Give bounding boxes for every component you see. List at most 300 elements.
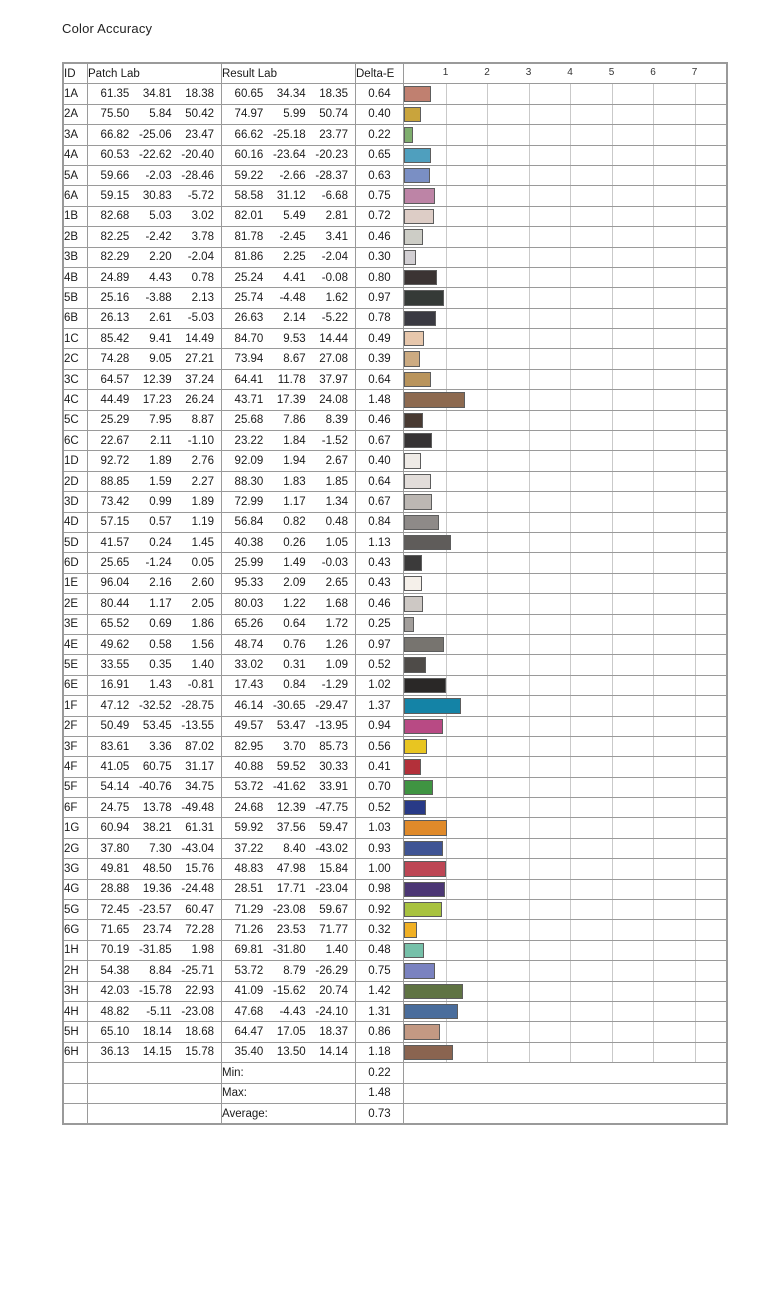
result-lab-value: 1.49 — [283, 557, 306, 570]
gridline — [695, 696, 696, 715]
result-lab-value: 2.67 — [325, 455, 348, 468]
result-lab-value: 7.86 — [283, 414, 306, 427]
patch-lab-value: 64.57 — [100, 373, 130, 386]
row-id: 1D — [64, 451, 88, 471]
result-lab-value: 46.14 — [234, 699, 264, 712]
chart-gridlines — [404, 655, 726, 674]
chart-gridlines — [404, 941, 726, 960]
patch-lab — [88, 716, 222, 736]
result-lab-value: 92.09 — [234, 455, 264, 468]
delta-e-bar-cell — [404, 879, 727, 899]
delta-e-value: 0.64 — [356, 471, 404, 491]
delta-e-value: 0.56 — [356, 736, 404, 756]
delta-e-value: 0.75 — [356, 961, 404, 981]
gridline — [653, 553, 654, 572]
patch-lab — [88, 757, 222, 777]
gridline — [653, 1002, 654, 1021]
patch-lab-value: 9.05 — [149, 353, 172, 366]
delta-e-bar-cell — [404, 227, 727, 247]
chart-gridlines — [404, 533, 726, 552]
patch-lab-value: 27.21 — [185, 353, 214, 366]
delta-e-bar-cell — [404, 104, 727, 124]
result-lab-value: 9.53 — [283, 332, 306, 345]
gridline — [653, 451, 654, 470]
gridline — [487, 635, 488, 654]
average-label: Average: — [222, 1103, 356, 1123]
patch-lab-value: 47.12 — [100, 699, 130, 712]
gridline — [695, 798, 696, 817]
chart-gridlines — [404, 268, 726, 287]
result-lab-value: 53.72 — [234, 964, 264, 977]
row-id: 2B — [64, 227, 88, 247]
result-lab-value: 47.98 — [276, 862, 306, 875]
delta-e-value: 1.13 — [356, 532, 404, 552]
patch-lab-value: 71.65 — [100, 924, 130, 937]
delta-e-value: 0.49 — [356, 329, 404, 349]
result-lab-value: 37.97 — [319, 373, 348, 386]
delta-e-bar — [404, 820, 447, 835]
chart-gridlines — [404, 859, 726, 878]
gridline — [695, 105, 696, 124]
gridline — [487, 309, 488, 328]
patch-lab-value: -24.48 — [181, 883, 214, 896]
patch-lab-value: 15.76 — [185, 862, 214, 875]
gridline — [695, 594, 696, 613]
patch-lab — [88, 206, 222, 226]
delta-e-bar-cell — [404, 1022, 727, 1042]
chart-gridlines — [404, 757, 726, 776]
result-lab — [222, 247, 356, 267]
gridline — [570, 146, 571, 165]
result-lab-value: 2.14 — [283, 312, 306, 325]
gridline — [612, 574, 613, 593]
delta-e-value: 1.42 — [356, 981, 404, 1001]
result-lab-value: 1.26 — [325, 638, 348, 651]
chart-gridlines — [404, 146, 726, 165]
patch-lab-value: 37.80 — [100, 842, 130, 855]
patch-lab-value: 61.35 — [100, 88, 130, 101]
patch-lab — [88, 553, 222, 573]
table-row — [64, 206, 727, 226]
gridline — [695, 1022, 696, 1041]
result-lab-value: 25.99 — [234, 557, 264, 570]
result-lab-value: 13.50 — [276, 1046, 306, 1059]
result-lab — [222, 594, 356, 614]
gridline — [612, 390, 613, 409]
result-lab-value: 65.26 — [234, 618, 264, 631]
chart-gridlines — [404, 492, 726, 511]
patch-lab-value: 33.55 — [100, 659, 130, 672]
patch-lab — [88, 961, 222, 981]
gridline — [446, 309, 447, 328]
patch-lab-value: 25.16 — [100, 291, 130, 304]
gridline — [529, 411, 530, 430]
patch-lab-value: -22.62 — [139, 149, 172, 162]
gridline — [612, 880, 613, 899]
gridline — [446, 166, 447, 185]
row-id: 3G — [64, 859, 88, 879]
result-lab — [222, 696, 356, 716]
patch-lab-value: 23.47 — [185, 128, 214, 141]
row-id: 4B — [64, 267, 88, 287]
result-lab-value: 17.43 — [234, 679, 264, 692]
gridline — [653, 227, 654, 246]
delta-e-bar-cell — [404, 1042, 727, 1062]
delta-e-value: 0.52 — [356, 655, 404, 675]
result-lab-value: -0.03 — [321, 557, 348, 570]
delta-e-bar — [404, 250, 416, 265]
row-id: 5H — [64, 1022, 88, 1042]
gridline — [612, 146, 613, 165]
result-lab-value: 41.09 — [234, 985, 264, 998]
gridline — [487, 880, 488, 899]
patch-lab-value: 24.75 — [100, 801, 130, 814]
gridline — [487, 268, 488, 287]
result-lab-value: -2.66 — [279, 169, 306, 182]
patch-lab-value: 73.42 — [100, 495, 130, 508]
patch-lab-value: -0.81 — [187, 679, 214, 692]
result-lab-value: -47.75 — [315, 801, 348, 814]
delta-e-bar-cell — [404, 267, 727, 287]
patch-lab — [88, 145, 222, 165]
gridline — [612, 982, 613, 1001]
result-lab-value: 48.83 — [234, 862, 264, 875]
result-lab-value: 82.95 — [234, 740, 264, 753]
patch-lab — [88, 247, 222, 267]
delta-e-value: 0.40 — [356, 451, 404, 471]
table-row — [64, 1001, 727, 1021]
patch-lab-value: -5.11 — [146, 1005, 172, 1018]
gridline — [612, 717, 613, 736]
gridline — [529, 941, 530, 960]
gridline — [653, 839, 654, 858]
result-lab — [222, 512, 356, 532]
result-lab-value: -0.08 — [321, 271, 348, 284]
delta-e-bar — [404, 617, 414, 632]
gridline — [570, 166, 571, 185]
patch-lab-value: 60.47 — [185, 903, 214, 916]
patch-lab-value: 2.05 — [191, 597, 214, 610]
row-id: 6B — [64, 308, 88, 328]
gridline — [653, 798, 654, 817]
row-id: 1F — [64, 696, 88, 716]
gridline — [612, 757, 613, 776]
patch-lab-value: 42.03 — [100, 985, 130, 998]
delta-e-value: 0.64 — [356, 84, 404, 104]
footer-blank-id — [64, 1063, 88, 1083]
table-row — [64, 349, 727, 369]
gridline — [446, 125, 447, 144]
gridline — [570, 676, 571, 695]
patch-lab — [88, 308, 222, 328]
gridline — [695, 941, 696, 960]
delta-e-bar-cell — [404, 838, 727, 858]
gridline — [570, 207, 571, 226]
result-lab — [222, 451, 356, 471]
result-lab-value: 8.67 — [283, 353, 306, 366]
result-lab-value: 25.24 — [234, 271, 264, 284]
table-row — [64, 900, 727, 920]
gridline — [653, 390, 654, 409]
delta-e-value: 1.18 — [356, 1042, 404, 1062]
delta-e-bar — [404, 800, 426, 815]
patch-lab-value: -49.48 — [181, 801, 214, 814]
gridline — [570, 329, 571, 348]
chart-gridlines — [404, 920, 726, 939]
gridline — [653, 594, 654, 613]
result-lab-value: 59.67 — [319, 903, 348, 916]
result-lab — [222, 390, 356, 410]
patch-lab — [88, 981, 222, 1001]
gridline — [695, 431, 696, 450]
gridline — [529, 717, 530, 736]
gridline — [446, 349, 447, 368]
gridline — [570, 125, 571, 144]
gridline — [653, 411, 654, 430]
patch-lab-value: 0.24 — [149, 536, 172, 549]
delta-e-bar-cell — [404, 818, 727, 838]
gridline — [695, 655, 696, 674]
gridline — [612, 676, 613, 695]
table-row — [64, 573, 727, 593]
patch-lab — [88, 492, 222, 512]
result-lab-value: 23.53 — [276, 924, 306, 937]
gridline — [529, 900, 530, 919]
gridline — [529, 370, 530, 389]
delta-e-bar — [404, 861, 446, 876]
delta-e-bar-cell — [404, 145, 727, 165]
patch-lab-value: 34.75 — [185, 781, 214, 794]
result-lab-value: 1.62 — [325, 291, 348, 304]
patch-lab-value: -1.24 — [145, 557, 172, 570]
table-body — [64, 84, 727, 1063]
delta-e-bar-cell — [404, 900, 727, 920]
chart-gridlines — [404, 84, 726, 103]
gridline — [653, 737, 654, 756]
patch-lab — [88, 390, 222, 410]
chart-gridlines — [404, 248, 726, 267]
max-value: 1.48 — [356, 1083, 404, 1103]
delta-e-value: 0.43 — [356, 553, 404, 573]
result-lab-value: 1.83 — [283, 475, 306, 488]
result-lab-value: -26.29 — [315, 964, 348, 977]
result-lab-value: 0.76 — [283, 638, 306, 651]
patch-lab-value: 37.24 — [185, 373, 214, 386]
row-id: 3D — [64, 492, 88, 512]
delta-e-bar — [404, 515, 439, 530]
delta-e-bar-cell — [404, 553, 727, 573]
result-lab — [222, 532, 356, 552]
result-lab — [222, 573, 356, 593]
delta-e-bar — [404, 311, 436, 326]
delta-e-bar — [404, 698, 461, 713]
patch-lab-value: 48.82 — [100, 1005, 130, 1018]
gridline — [695, 451, 696, 470]
gridline — [487, 513, 488, 532]
gridline — [612, 105, 613, 124]
gridline — [529, 961, 530, 980]
patch-lab-value: 0.69 — [149, 618, 172, 631]
result-lab-value: 8.79 — [283, 964, 306, 977]
gridline — [446, 451, 447, 470]
patch-lab-value: 4.43 — [149, 271, 172, 284]
gridline — [487, 390, 488, 409]
gridline — [529, 696, 530, 715]
table-row — [64, 879, 727, 899]
result-lab — [222, 798, 356, 818]
patch-lab — [88, 614, 222, 634]
result-lab — [222, 471, 356, 491]
table-row — [64, 655, 727, 675]
gridline — [612, 594, 613, 613]
table-row — [64, 165, 727, 185]
patch-lab — [88, 369, 222, 389]
gridline — [653, 288, 654, 307]
gridline — [446, 411, 447, 430]
gridline — [695, 349, 696, 368]
result-lab-value: -41.62 — [273, 781, 306, 794]
chart-gridlines — [404, 431, 726, 450]
gridline — [695, 288, 696, 307]
result-lab-value: 17.05 — [276, 1026, 306, 1039]
gridline — [612, 207, 613, 226]
gridline — [570, 390, 571, 409]
result-lab-value: 5.49 — [283, 210, 306, 223]
delta-e-bar-cell — [404, 859, 727, 879]
gridline — [612, 227, 613, 246]
gridline — [446, 778, 447, 797]
gridline — [695, 880, 696, 899]
delta-e-bar-cell — [404, 369, 727, 389]
summary-row-average — [64, 1103, 727, 1123]
table-row — [64, 1022, 727, 1042]
result-lab-value: 11.78 — [277, 373, 306, 386]
gridline — [653, 635, 654, 654]
gridline — [487, 982, 488, 1001]
result-lab-value: 1.40 — [325, 944, 348, 957]
result-lab-value: 81.86 — [234, 251, 264, 264]
gridline — [695, 492, 696, 511]
patch-lab-value: 72.28 — [185, 924, 214, 937]
gridline — [570, 920, 571, 939]
gridline — [446, 268, 447, 287]
gridline — [529, 431, 530, 450]
table-row — [64, 838, 727, 858]
patch-lab-value: 88.85 — [100, 475, 130, 488]
row-id: 3E — [64, 614, 88, 634]
chart-gridlines — [404, 553, 726, 572]
gridline — [446, 105, 447, 124]
result-lab — [222, 267, 356, 287]
result-lab-value: 60.16 — [234, 149, 264, 162]
patch-lab — [88, 940, 222, 960]
result-lab-value: 74.97 — [234, 108, 264, 121]
gridline — [487, 778, 488, 797]
result-lab — [222, 879, 356, 899]
result-lab — [222, 961, 356, 981]
delta-e-bar — [404, 413, 423, 428]
patch-lab-value: 82.68 — [100, 210, 130, 223]
result-lab-value: 17.71 — [276, 883, 306, 896]
result-lab-value: -24.10 — [315, 1005, 348, 1018]
row-id: 5C — [64, 410, 88, 430]
gridline — [529, 1022, 530, 1041]
axis-tick-1: 1 — [442, 67, 449, 78]
gridline — [529, 105, 530, 124]
row-id: 2C — [64, 349, 88, 369]
delta-e-bar-cell — [404, 186, 727, 206]
delta-e-bar — [404, 719, 443, 734]
gridline — [570, 982, 571, 1001]
delta-e-bar — [404, 209, 434, 224]
result-lab-value: -2.45 — [279, 230, 306, 243]
result-lab-value: 80.03 — [234, 597, 264, 610]
result-lab-value: -13.95 — [315, 720, 348, 733]
row-id: 1G — [64, 818, 88, 838]
result-lab — [222, 410, 356, 430]
delta-e-value: 0.92 — [356, 900, 404, 920]
result-lab — [222, 206, 356, 226]
gridline — [653, 859, 654, 878]
patch-lab — [88, 573, 222, 593]
table-footer — [64, 1063, 727, 1124]
result-lab-value: 1.34 — [325, 495, 348, 508]
patch-lab-value: 19.36 — [142, 883, 172, 896]
row-id: 2F — [64, 716, 88, 736]
result-lab-value: 24.68 — [234, 801, 264, 814]
patch-lab-value: -25.71 — [181, 964, 214, 977]
gridline — [570, 431, 571, 450]
result-lab-value: 82.01 — [234, 210, 264, 223]
patch-lab — [88, 736, 222, 756]
delta-e-value: 0.30 — [356, 247, 404, 267]
gridline — [695, 961, 696, 980]
row-id: 4C — [64, 390, 88, 410]
gridline — [487, 594, 488, 613]
result-lab-value: 8.40 — [283, 842, 306, 855]
max-label: Max: — [222, 1083, 356, 1103]
gridline — [446, 329, 447, 348]
gridline — [487, 451, 488, 470]
patch-lab-value: 1.86 — [191, 618, 214, 631]
gridline — [570, 553, 571, 572]
result-lab-value: 71.77 — [319, 924, 348, 937]
gridline — [487, 105, 488, 124]
gridline — [529, 594, 530, 613]
footer-blank-patch — [88, 1063, 222, 1083]
delta-e-value: 0.97 — [356, 634, 404, 654]
chart-gridlines — [404, 288, 726, 307]
result-lab-value: 2.25 — [283, 251, 306, 264]
patch-lab — [88, 818, 222, 838]
gridline — [487, 900, 488, 919]
row-id: 6C — [64, 431, 88, 451]
gridline — [570, 900, 571, 919]
result-lab-value: 50.74 — [319, 108, 348, 121]
gridline — [487, 757, 488, 776]
gridline — [446, 574, 447, 593]
patch-lab-value: 22.67 — [100, 434, 130, 447]
row-id: 1C — [64, 329, 88, 349]
gridline — [695, 268, 696, 287]
gridline — [529, 757, 530, 776]
result-lab-value: 1.94 — [283, 455, 306, 468]
gridline — [653, 900, 654, 919]
delta-e-bar — [404, 1045, 453, 1060]
row-id: 5B — [64, 288, 88, 308]
gridline — [529, 309, 530, 328]
gridline — [695, 411, 696, 430]
